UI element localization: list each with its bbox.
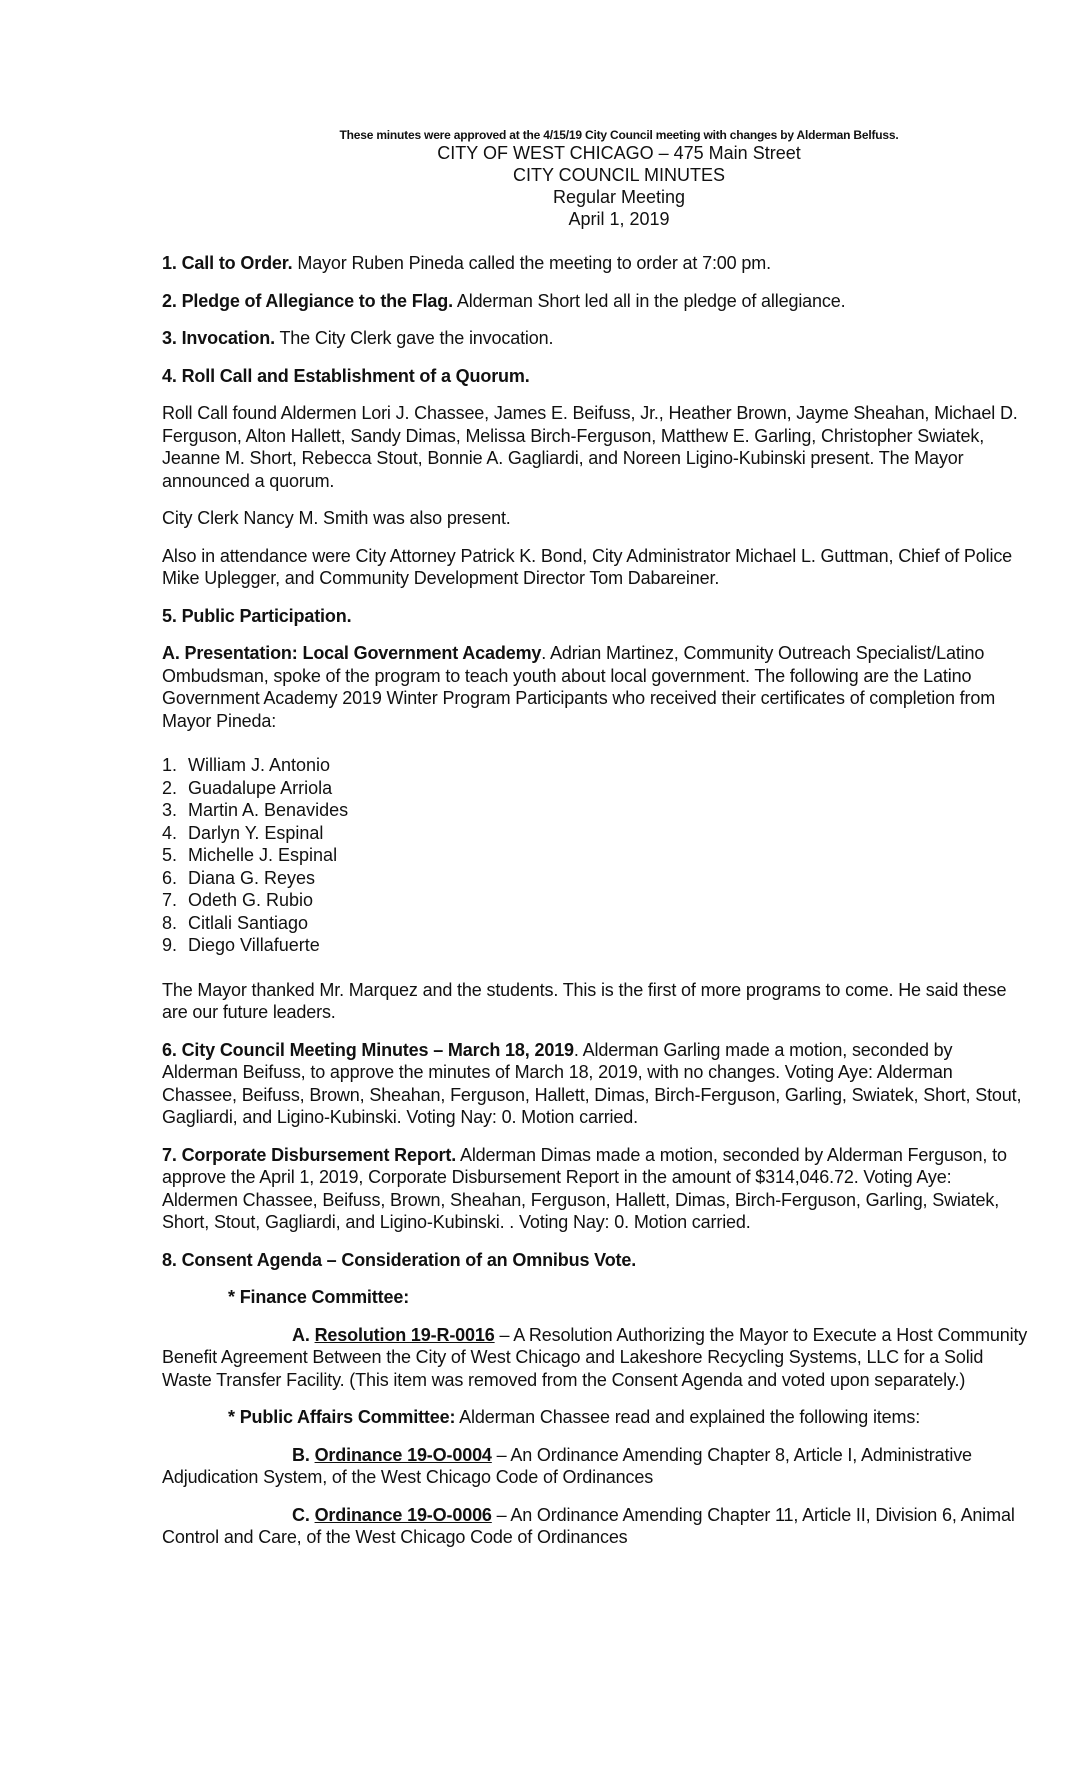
item-text: Alderman Short led all in the pledge of allegiance.: [453, 290, 846, 311]
item-heading: 1. Call to Order.: [162, 253, 293, 273]
attendance-paragraph: Also in attendance were City Attorney Patrick K. Bond, City Administrator Michael L. Guttman, Chief of Police Mike Uplegger, and Community Development Director Tom Dabareiner.: [162, 545, 1013, 588]
agenda-item-b: B. Ordinance 19-O-0004 – An Ordinance Amending Chapter 8, Article I, Administrative Adjudication System, of the West Chicago Code of Ordinances: [162, 1444, 972, 1487]
item-text: . Alderman Garling made a motion, seconded by Alderman Beifuss, to approve the minutes of March 18, 2019, with no changes. Voting Aye: Alderman Chassee, Beifuss, Brown, Sheahan, Ferguson, Hallett, Dimas, Birch-Ferguson, Garling, Swiatek, Short, Stout, Gagliardi, and Ligino-Kubinski. Voting Nay: 0. Motion carried.: [162, 1039, 1022, 1127]
list-item: 8. Citlali Santiago: [162, 912, 309, 933]
roll-call-paragraph: Roll Call found Aldermen Lori J. Chassee, James E. Beifuss, Jr., Heather Brown, Jayme Sheahan, Michael D. Ferguson, Alton Hallett, Sandy Dimas, Melissa Birch-Ferguson, Matthew E. Garling, Christopher Swiatek, Jeanne M. Short, Rebecca Stout, Bonnie A. Gagliardi, and Noreen Ligino-Kubinski present. The Mayor announced a quorum.: [162, 403, 1018, 491]
presentation-heading: A. Presentation: Local Government Academy: [162, 643, 542, 663]
list-item: 2. Guadalupe Arriola: [162, 777, 333, 798]
item-meeting-minutes: [162, 1039, 1028, 1129]
item-pledge: [162, 290, 1028, 313]
list-item: 5. Michelle J. Espinal: [162, 845, 338, 865]
document-header: [0, 128, 1088, 230]
item-text: Alderman Dimas made a motion, seconded by Alderman Ferguson, to approve the April 1, 2019, Corporate Disbursement Report in the amount of $314,046.72. Voting Aye: Aldermen Chassee, Beifuss, Brown, Sheahan, Ferguson, Hallett, Dimas, Birch-Ferguson, Garling, Swiatek, Short, Stout, Gagliardi, and Ligino-Kubinski. . Voting Nay: 0. Motion carried.: [162, 1144, 1007, 1232]
item-heading: 2. Pledge of Allegiance to the Flag.: [162, 290, 453, 311]
presentation-text: . Adrian Martinez, Community Outreach Specialist/Latino Ombudsman, spoke of the program to teach youth about local government. The following are the Latino Government Academy 2019 Winter Program Participants who received their certificates of completion from Mayor Pineda:: [162, 643, 996, 731]
item-text: Mayor Ruben Pineda called the meeting to order at 7:00 pm.: [292, 253, 771, 273]
item-heading: 3. Invocation.: [162, 328, 275, 348]
ordinance-link-b[interactable]: Ordinance 19-O-0004: [314, 1444, 492, 1465]
item-public-participation: [162, 605, 1028, 628]
minutes-title: CITY COUNCIL MINUTES: [512, 165, 726, 185]
finance-committee-heading: * Finance Committee:: [228, 1287, 410, 1307]
ordinance-link-c[interactable]: Ordinance 19-O-0006: [314, 1504, 492, 1525]
city-line: CITY OF WEST CHICAGO – 475 Main Street: [437, 143, 801, 163]
item-heading: 5. Public Participation.: [162, 605, 352, 626]
list-item: 3. Martin A. Benavides: [162, 800, 349, 820]
item-call-to-order: [162, 252, 1028, 275]
item-heading: 6. City Council Meeting Minutes – March 18, 2019: [162, 1039, 574, 1060]
resolution-link[interactable]: Resolution 19-R-0016: [314, 1324, 495, 1345]
item-invocation: [162, 327, 1028, 350]
presentation-paragraph: [162, 642, 1028, 732]
meeting-type: Regular Meeting: [552, 187, 686, 207]
item-heading: 4. Roll Call and Establishment of a Quorum.: [162, 365, 530, 386]
approval-note: These minutes were approved at the 4/15/19 City Council meeting with changes by Alderman Belfuss.: [339, 128, 899, 142]
list-item: 1. William J. Antonio: [162, 755, 331, 775]
list-item: 9. Diego Villafuerte: [162, 935, 320, 955]
item-heading: 7. Corporate Disbursement Report.: [162, 1144, 457, 1165]
list-item: 7. Odeth G. Rubio: [162, 890, 314, 910]
item-consent-agenda: [162, 1249, 1028, 1272]
item-disbursement-report: [162, 1144, 1028, 1234]
meeting-date: April 1, 2019: [568, 209, 670, 229]
clerk-paragraph: City Clerk Nancy M. Smith was also present.: [162, 508, 511, 528]
item-text: The City Clerk gave the invocation.: [274, 328, 554, 348]
public-affairs-paragraph: * Public Affairs Committee: Alderman Chassee read and explained the following items:: [228, 1407, 921, 1427]
participants-list: [162, 754, 1028, 957]
list-item: 6. Diana G. Reyes: [162, 867, 316, 888]
item-heading: 8. Consent Agenda – Consideration of an Omnibus Vote.: [162, 1249, 637, 1270]
agenda-item-c: C. Ordinance 19-O-0006 – An Ordinance Amending Chapter 11, Article II, Division 6, Animal Control and Care, of the West Chicago Code of Ordinances: [162, 1504, 1015, 1547]
agenda-item-a: A. Resolution 19-R-0016 – A Resolution Authorizing the Mayor to Execute a Host Community Benefit Agreement Between the City of West Chicago and Lakeshore Recycling Systems, LLC for a Solid Waste Transfer Facility. (This item was removed from the Consent Agenda and voted upon separately.): [162, 1324, 1028, 1390]
item-roll-call-heading: [162, 365, 1028, 388]
list-item: 4. Darlyn Y. Espinal: [162, 822, 324, 843]
thanks-paragraph: The Mayor thanked Mr. Marquez and the students. This is the first of more programs to come. He said these are our future leaders.: [162, 979, 1007, 1022]
